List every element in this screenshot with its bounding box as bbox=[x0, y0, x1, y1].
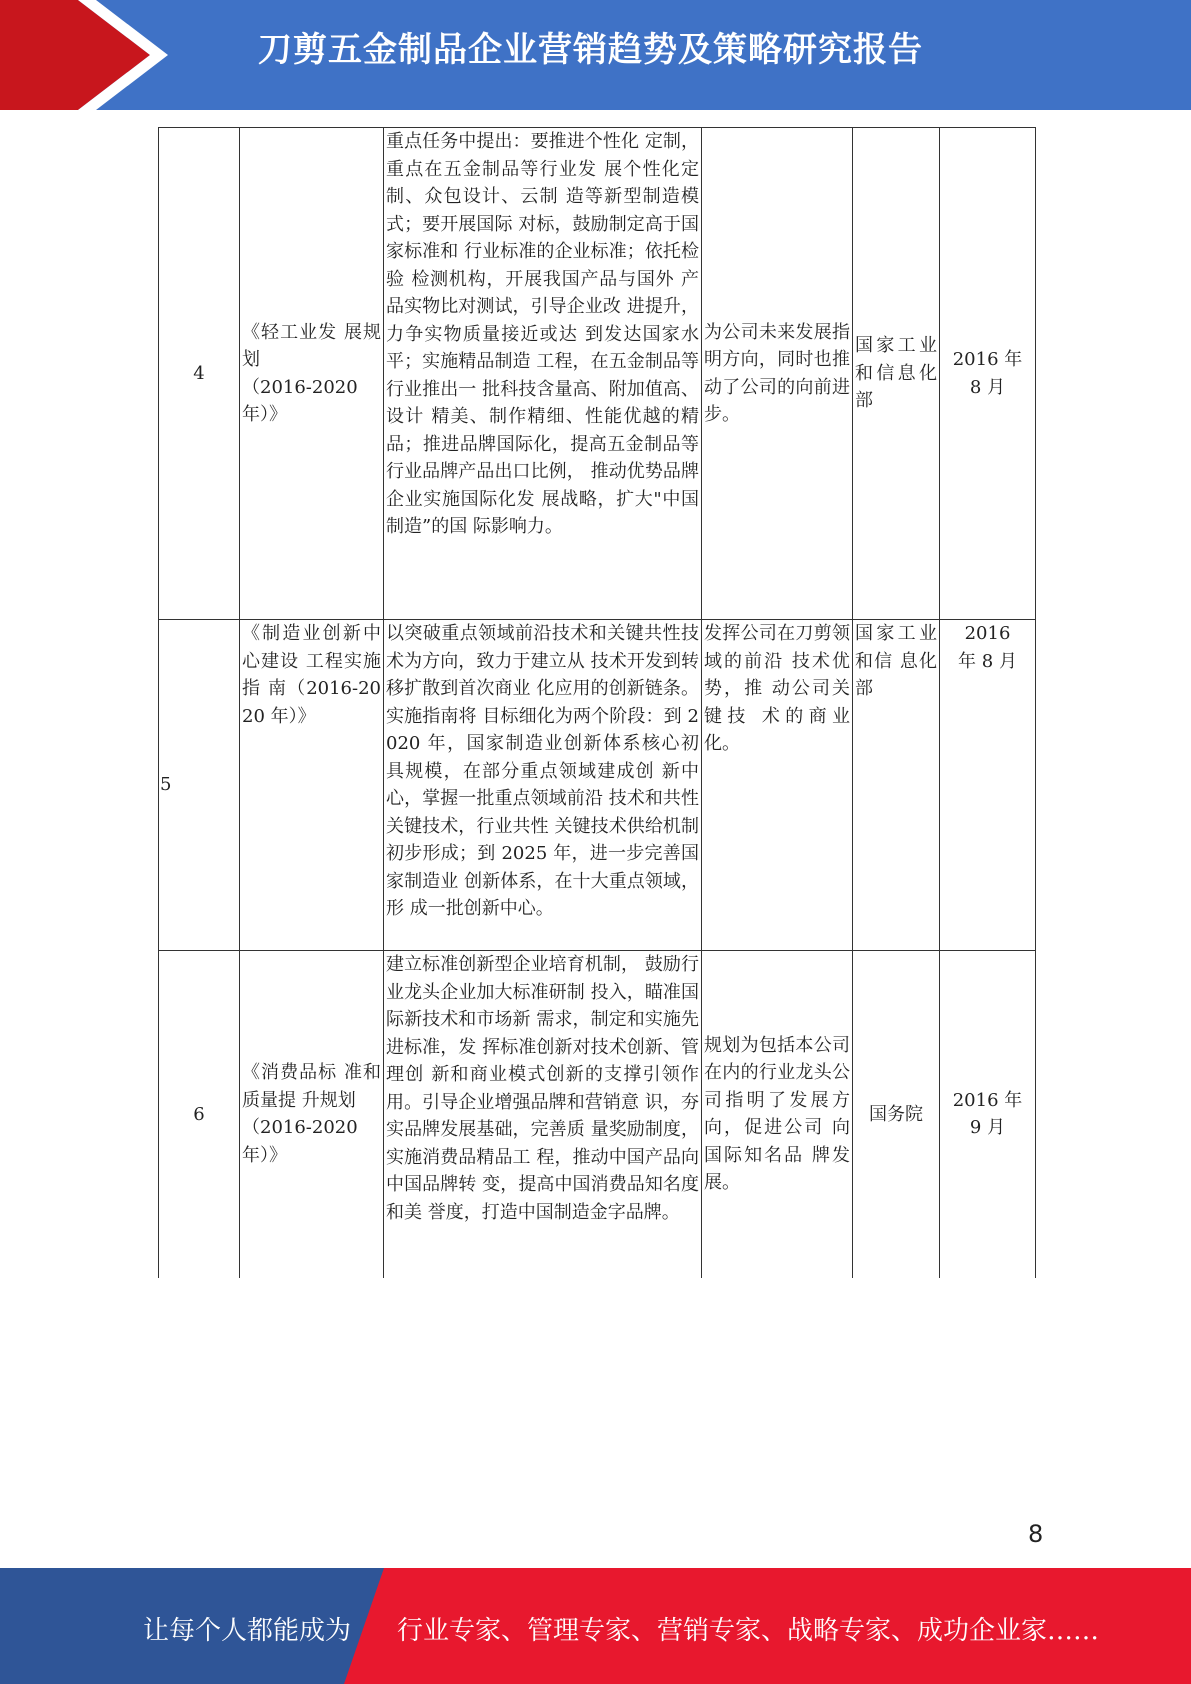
issuing-org: 国务院 bbox=[853, 951, 940, 1278]
page-header bbox=[0, 0, 1191, 110]
issuing-org: 国家工业和信息化部 bbox=[853, 128, 940, 620]
table-row bbox=[159, 128, 1036, 620]
issue-date: 2016 年 8 月 bbox=[940, 128, 1036, 620]
footer-slogan-left: 让每个人都能成为 bbox=[143, 1616, 352, 1646]
row-number: 6 bbox=[159, 951, 240, 1278]
report-title: 刀剪五金制品企业营销趋势及策略研究报告 bbox=[258, 30, 923, 70]
policy-content: 重点任务中提出：要推进个性化 定制，重点在五金制品等行业发 展个性化定制、众包设计、云制 造等新型制造模式；要开展国际 对标，鼓励制定高于国家标准和 行业标准的企业标准；依托检验 检测机构，开展我国产品与国外 产品实物比对测试，引导企业改 进提升，力争实物质量接近或达 到发达国家水平；实施精品制造 工程，在五金制品等行业推出一 批科技含量高、附加值高、设计 精美、制作精细、性能优越的精 品；推进品牌国际化，提高五金制品等行业品牌产品出口比例， 推动优势品牌企业实施国际化发 展战略，扩大"中国制造”的国 际影响力。 bbox=[384, 128, 702, 620]
issuing-org: 国家工业和信 息化部 bbox=[853, 620, 940, 951]
table-row bbox=[159, 620, 1036, 951]
row-number: 5 bbox=[159, 620, 240, 951]
page-footer bbox=[0, 1568, 1191, 1684]
footer-slogan-right: 行业专家、管理专家、营销专家、战略专家、成功企业家…… bbox=[397, 1616, 1100, 1646]
issue-date: 2016 年 9 月 bbox=[940, 951, 1036, 1278]
issue-date: 2016 年 8 月 bbox=[940, 620, 1036, 951]
policy-table bbox=[158, 127, 1036, 1278]
policy-name: 《消费品标 准和质量提 升规划 （2016-2020 年）》 bbox=[240, 951, 384, 1278]
page-number: 8 bbox=[1028, 1520, 1044, 1548]
policy-impact: 为公司未来发展指明方向，同时也推动了公司的向前进步。 bbox=[702, 128, 853, 620]
table-row bbox=[159, 951, 1036, 1278]
row-number: 4 bbox=[159, 128, 240, 620]
policy-impact: 发挥公司在刀剪领域的前沿 技术优势，推 动公司关键技 术的商业化。 bbox=[702, 620, 853, 951]
policy-content: 建立标准创新型企业培育机制， 鼓励行业龙头企业加大标准研制 投入，瞄准国际新技术和市场新 需求，制定和实施先进标准，发 挥标准创新对技术创新、管理创 新和商业模式创新的支撑引领作 用。引导企业增强品牌和营销意 识，夯实品牌发展基础，完善质 量奖励制度，实施消费品精品工 程，推动中国产品向中国品牌转 变，提高中国消费品知名度和美 誉度，打造中国制造金字品牌。 bbox=[384, 951, 702, 1278]
policy-impact: 规划为包括本公司在内的行业龙头公司指明了发展方 向，促进公司 向国际知名品 牌发展。 bbox=[702, 951, 853, 1278]
policy-name: 《轻工业发 展规划 （2016-2020 年）》 bbox=[240, 128, 384, 620]
policy-content: 以突破重点领域前沿技术和关键共性技术为方向，致力于建立从 技术开发到转移扩散到首次商业 化应用的创新链条。实施指南将 目标细化为两个阶段：到 2020 年，国家制造业创新体系核心初 具规模，在部分重点领域建成创 新中心，掌握一批重点领域前沿 技术和共性关键技术，行业共性 关键技术供给机制初步形成；到 2025 年，进一步完善国家制造业 创新体系，在十大重点领域，形 成一批创新中心。 bbox=[384, 620, 702, 951]
policy-name: 《制造业创新中心建设 工程实施指 南（2016-2020 年）》 bbox=[240, 620, 384, 951]
